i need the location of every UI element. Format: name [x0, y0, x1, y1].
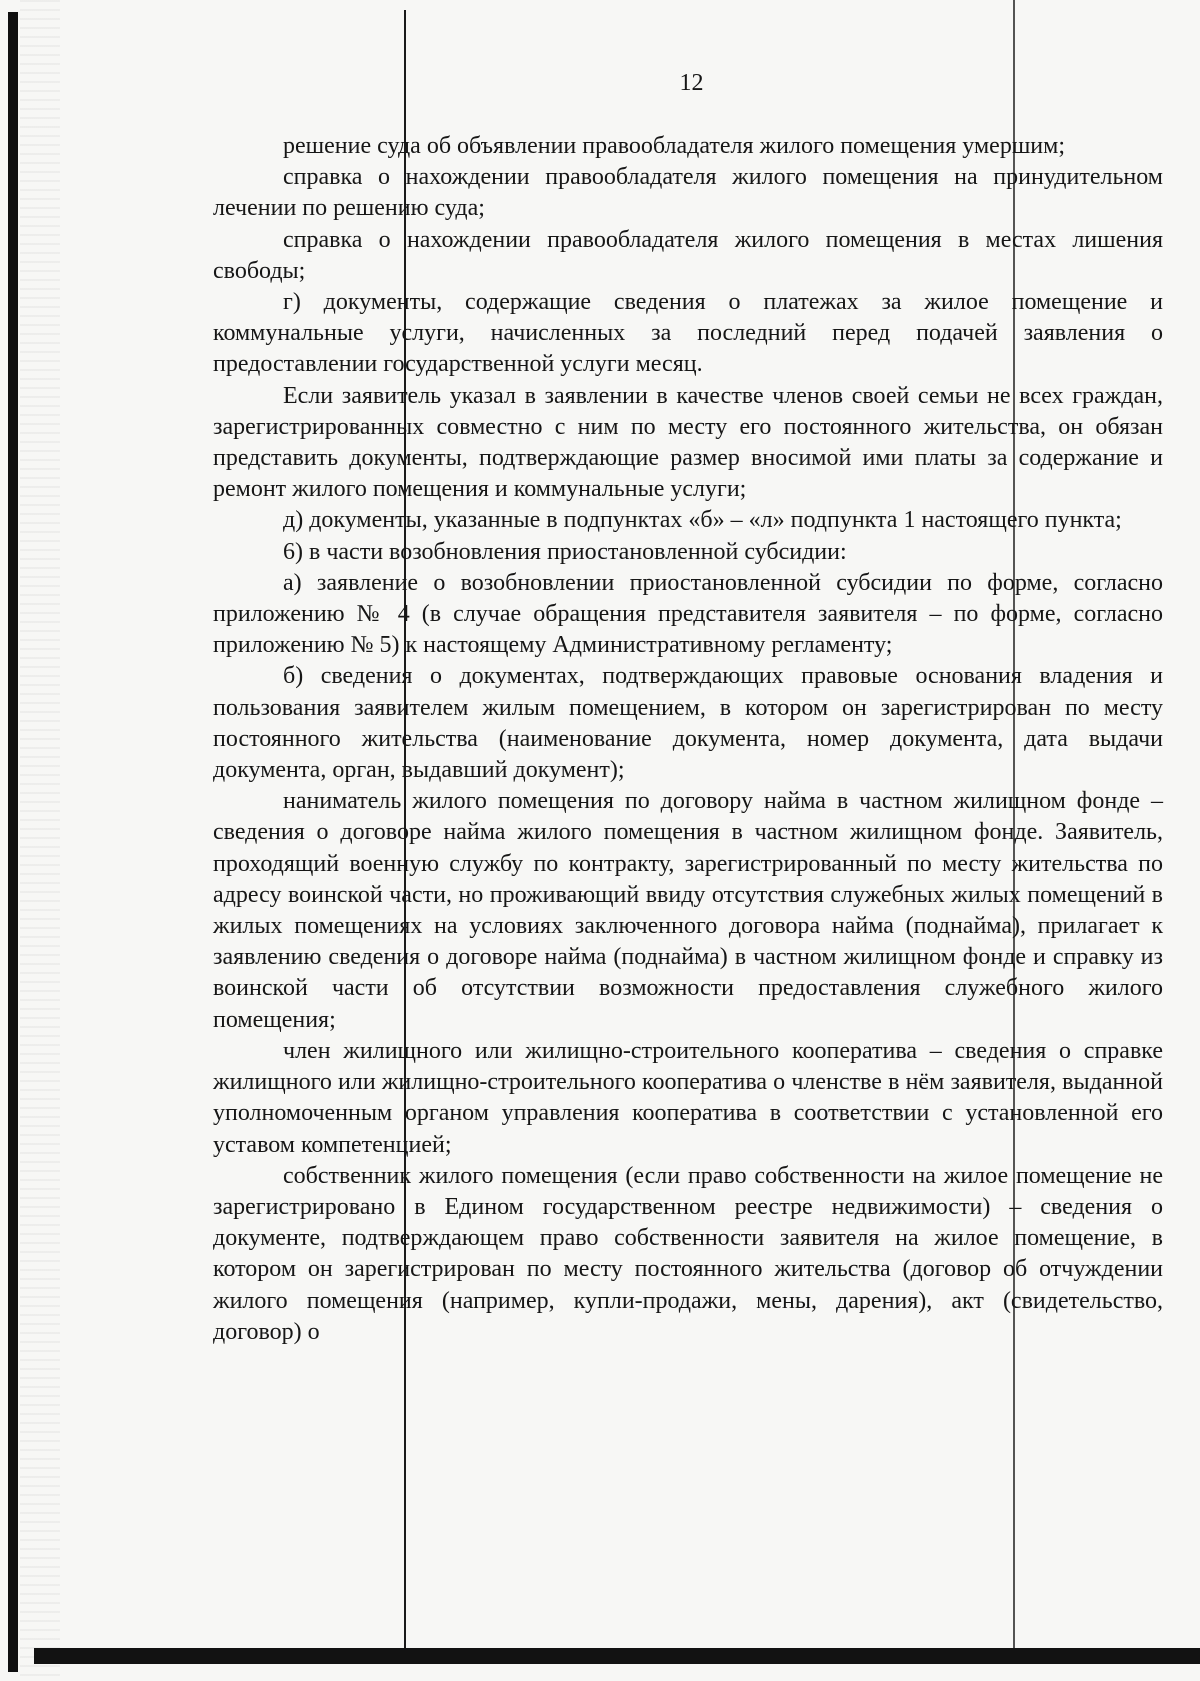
paragraph: б) сведения о документах, подтверждающих правовые основания владения и пользования заявителем жилым помещением, в котором он зарегистрирован по месту постоянного жительства (наименование документа, номер документа, дата выдачи документа, орган, выдавший документ);: [213, 663, 1163, 784]
paragraph: справка о нахождении правообладателя жилого помещения на принудительном лечении по решению суда;: [213, 164, 1163, 222]
paragraph: наниматель жилого помещения по договору найма в частном жилищном фонде – сведения о договоре найма жилого помещения в частном жилищном фонде. Заявитель, проходящий военную службу по контракту, зарегистрированный по месту жительства по адресу воинской части, но проживающий ввиду отсутствия служебных жилых помещений в жилых помещениях на условиях заключенного договора найма (поднайма), прилагает к заявлению сведения о договоре найма (поднайма) в частном жилищном фонде и справку из воинской части об отсутствии возможности предоставления служебного жилого помещения;: [213, 788, 1163, 1033]
paragraph: член жилищного или жилищно-строительного кооператива – сведения о справке жилищного или жилищно-строительного кооператива о членстве в нём заявителя, выданной уполномоченным органом управления кооператива в соответствии с установленной его уставом компетенцией;: [213, 1037, 1163, 1158]
paragraph: собственник жилого помещения (если право собственности на жилое помещение не зарегистрировано в Едином государственном реестре недвижимости) – сведения о документе, подтверждающем право собственности заявителя на жилое помещение, в котором он зарегистрирован по месту постоянного жительства (договор об отчуждении жилого помещения (например, купли-продажи, мены, дарения), акт (свидетельство, договор) о: [213, 1162, 1163, 1345]
paragraph: решение суда об объявлении правообладателя жилого помещения умершим;: [283, 133, 1066, 159]
paragraph: справка о нахождении правообладателя жилого помещения в местах лишения свободы;: [213, 226, 1163, 284]
scan-left-border: [8, 12, 18, 1672]
page-number: 12: [679, 70, 704, 96]
paragraph: а) заявление о возобновлении приостановленной субсидии по форме, согласно приложению № 4 (в случае обращения представителя заявителя – по форме, согласно приложению № 5) к настоящему Административному регламенту;: [213, 569, 1163, 659]
paragraph: д) документы, указанные в подпунктах «б» – «л» подпункта 1 настоящего пункта;: [283, 507, 1122, 534]
paragraph: Если заявитель указал в заявлении в качестве членов своей семьи не всех граждан, зарегистрированных совместно с ним по месту его постоянного жительства, он обязан представить документы, подтверждающие размер вносимой ими платы за содержание и ремонт жилого помещения и коммунальные услуги;: [213, 382, 1163, 503]
scan-bottom-border: [34, 1648, 1200, 1664]
scan-edge-noise: [20, 0, 60, 1681]
document-body: [213, 131, 1163, 1348]
paragraph: г) документы, содержащие сведения о платежах за жилое помещение и коммунальные услуги, начисленных за последний перед подачей заявления о предоставлении государственной услуги месяц.: [213, 289, 1163, 378]
paragraph: 6) в части возобновления приостановленной субсидии:: [283, 538, 847, 565]
